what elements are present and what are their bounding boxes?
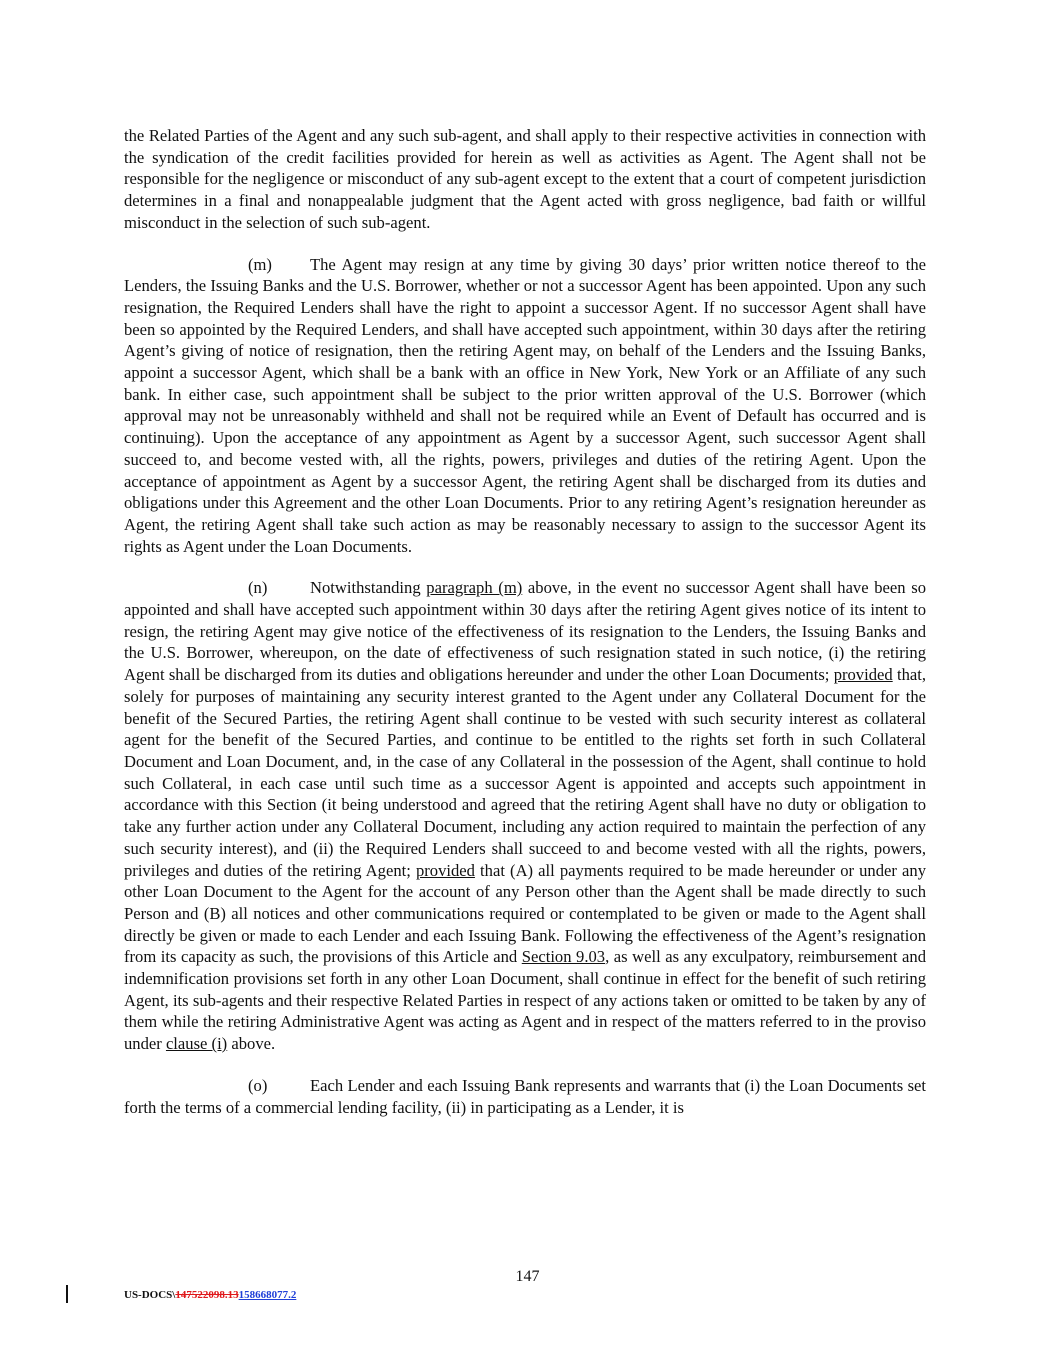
- paragraph-m: [124, 254, 926, 558]
- paragraph-text: , as well as any exculpatory, reimbursement and indemnification provisions set forth in any other Loan Document, shall continue in effect for the benefit of such retiring Agent, its sub-agents and their respective Related Parties in respect of any actions taken or omitted to be taken by any of them while the retiring Administrative Agent was acting as Agent and in respect of the matters referred to in the proviso under: [124, 947, 926, 1054]
- doc-id-prefix: US-DOCS\: [124, 1289, 176, 1301]
- paragraph-text: that, solely for purposes of maintaining any security interest granted to the Agent under any Collateral Document for the benefit of the Secured Parties, the retiring Agent shall continue to be vested with such security interest as collateral agent for the benefit of the Secured Parties, and continue to be entitled to the rights set forth in such Collateral Document and Loan Document, and, in the case of any Collateral in the possession of the Agent, shall continue to hold such Collateral, in each case until such time as a successor Agent is appointed and accepts such appointment in accordance with this Section (it being understood and agreed that the retiring Agent shall have no duty or obligation to take any further action under any Collateral Document, including any action required to maintain the perfection of any such security interest), and (ii) the Required Lenders shall succeed to and become vested with all the rights, powers, privileges and duties of the retiring Agent;: [124, 665, 927, 880]
- paragraph-text: that (A) all payments required to be made hereunder or under any other Loan Document to the Agent for the account of any Person other than the Agent shall be made directly to such Person and (B) all notices and other communications required or contemplated to be given or made to the Agent shall directly be given or made to each Lender and each Issuing Bank. Following the effectiveness of the Agent’s resignation from its capacity as such, the provisions of this Article and: [124, 860, 926, 967]
- paragraph-text: above.: [227, 1034, 276, 1054]
- paragraph-n: [124, 577, 926, 1054]
- proviso-term: provided: [415, 860, 475, 880]
- paragraph-continuation: [124, 125, 926, 234]
- revision-change-bar: [66, 1285, 68, 1303]
- paragraph-marker: (m): [248, 254, 272, 274]
- paragraph-marker: (n): [248, 578, 268, 598]
- cross-reference: clause (i): [165, 1034, 228, 1054]
- document-id-footer: [124, 1289, 296, 1301]
- document-body: [124, 125, 926, 1138]
- cross-reference: paragraph (m): [426, 578, 523, 598]
- paragraph-text: the Related Parties of the Agent and any such sub-agent, and shall apply to their respective activities in connection with the syndication of the credit facilities provided for herein as well as activities as Agent. The Agent shall not be responsible for the negligence or misconduct of any sub-agent except to the extent that a court of competent jurisdiction determines in a final and nonappealable judgment that the Agent acted with gross negligence, bad faith or willful misconduct in the selection of such sub-agent.: [124, 126, 926, 232]
- paragraph-text: Each Lender and each Issuing Bank represents and warrants that (i) the Loan Documents set forth the terms of a commercial lending facility, (ii) in participating as a Lender, it is: [124, 1075, 926, 1117]
- paragraph-text: above, in the event no successor Agent shall have been so appointed and shall have accepted such appointment within 30 days after the retiring Agent gives notice of its intent to resign, the retiring Agent may give notice of the effectiveness of its resignation to the Lenders, the Issuing Banks and the U.S. Borrower, whereupon, on the date of effectiveness of such resignation stated in such notice, (i) the retiring Agent shall be discharged from its duties and obligations hereunder and under the other Loan Documents;: [124, 578, 927, 685]
- paragraph-o: [124, 1075, 926, 1118]
- paragraph-text: Notwithstanding: [310, 578, 427, 598]
- page-number: 147: [515, 1268, 540, 1285]
- doc-id-deleted: 147522098.13: [175, 1289, 239, 1301]
- paragraph-marker: (o): [248, 1075, 268, 1095]
- doc-id-inserted: 158668077.2: [238, 1289, 297, 1301]
- paragraph-text: The Agent may resign at any time by giving 30 days’ prior written notice thereof to the Lenders, the Issuing Banks and the U.S. Borrower, whether or not a successor Agent has been appointed. Upon any such resignation, the Required Lenders shall have the right to appoint a successor Agent. If no successor Agent shall have been so appointed by the Required Lenders, and shall have accepted such appointment, within 30 days after the retiring Agent’s giving of notice of resignation, then the retiring Agent may, on behalf of the Lenders and the Issuing Banks, appoint a successor Agent, which shall be a bank with an office in New York, New York or an Affiliate of any such bank. In either case, such appointment shall be subject to the prior written approval of the U.S. Borrower (which approval may not be unreasonably withheld and shall not be required while an Event of Default has occurred and is continuing). Upon the acceptance of any appointment as Agent by a successor Agent, such successor Agent shall succeed to, and become vested with, all the rights, powers, privileges and duties of the retiring Agent. Upon the acceptance of appointment as Agent by a successor Agent, the retiring Agent shall be discharged from its duties and obligations under this Agreement and the other Loan Documents. Prior to any retiring Agent’s resignation hereunder as Agent, the retiring Agent shall take such action as may be reasonably necessary to assign to the successor Agent its rights as Agent under the Loan Documents.: [124, 254, 926, 556]
- cross-reference: Section 9.03: [521, 947, 606, 967]
- proviso-term: provided: [833, 665, 893, 685]
